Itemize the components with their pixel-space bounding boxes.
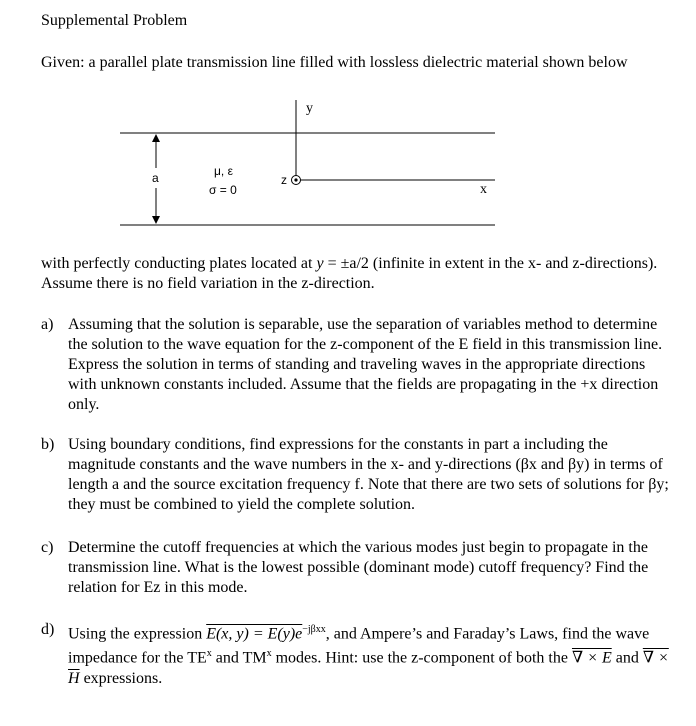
item-label: b) [41, 436, 55, 453]
plates-eq-y: y [316, 255, 324, 272]
item-d-and: and [611, 649, 643, 667]
height-arrow-down-head [152, 216, 160, 224]
item-d-text-3: and TM [211, 649, 267, 667]
curl-h-expression: ∇ × H [68, 649, 669, 687]
curl-e-expression: ∇ × E [571, 649, 612, 667]
z-axis-dot [294, 178, 297, 181]
item-d-text-5: expressions. [79, 669, 163, 687]
exponent: −jβxx [302, 624, 326, 635]
item-d-text-2: , and Ampere’s and Faraday’s Laws, find the wave impedance for the TE [68, 625, 650, 667]
item-label: c) [41, 539, 54, 556]
x-axis-label: x [480, 182, 487, 197]
height-label: a [152, 171, 159, 185]
item-text: Using boundary conditions, find expressions for the constants in part a including the magnitude constants and the wave numbers in the x- and y-directions (βx and βy) in terms of length a and the source excitation frequency f. Note that there are two sets of solutions for βy; they must be combined to yield the complete solution. [68, 436, 669, 513]
plates-text-2: (infinite in extent in the x- and z-directions). Assume there is no field variation in the z-direction. [41, 255, 658, 292]
item-d-text-1: Using the expression [68, 625, 207, 643]
y-axis-label: y [306, 101, 313, 116]
te-superscript: x [206, 648, 212, 660]
item-text: Determine the cutoff frequencies at which the various modes just begin to propagate in the transmission line. What is the lowest possible (dominant mode) cutoff frequency? Find the relation for Ez in this mode. [68, 539, 649, 596]
conductivity-label: σ = 0 [209, 183, 237, 197]
given-statement: Given: a parallel plate transmission line filled with lossless dielectric material shown below [41, 54, 628, 71]
figure-svg [110, 96, 510, 236]
material-label: μ, ε [214, 164, 233, 178]
transmission-line-figure [110, 96, 510, 236]
tm-superscript: x [266, 648, 272, 660]
plates-text-1: with perfectly conducting plates located at [41, 255, 317, 272]
item-d-text-4: modes. Hint: use the z-component of both the [271, 649, 572, 667]
item-label: a) [41, 316, 54, 333]
item-text: Assuming that the solution is separable, use the separation of variables method to determine the solution to the wave equation for the z-component of the E field in this transmission line. Express the solution in terms of standing and traveling waves in the appropriate directions with unknown constants included. Assume that the fields are propagating in the +x direction only. [68, 316, 663, 413]
e-field-expression: E(x, y) = E(y)e [206, 625, 303, 643]
plates-eq-rest: = ±a/2 [323, 255, 369, 272]
plates-description [41, 254, 661, 294]
item-label: d) [41, 621, 55, 638]
z-axis-label: z [281, 173, 287, 187]
item-text [68, 620, 676, 689]
height-arrow-up-head [152, 134, 160, 142]
problem-title: Supplemental Problem [41, 12, 188, 29]
